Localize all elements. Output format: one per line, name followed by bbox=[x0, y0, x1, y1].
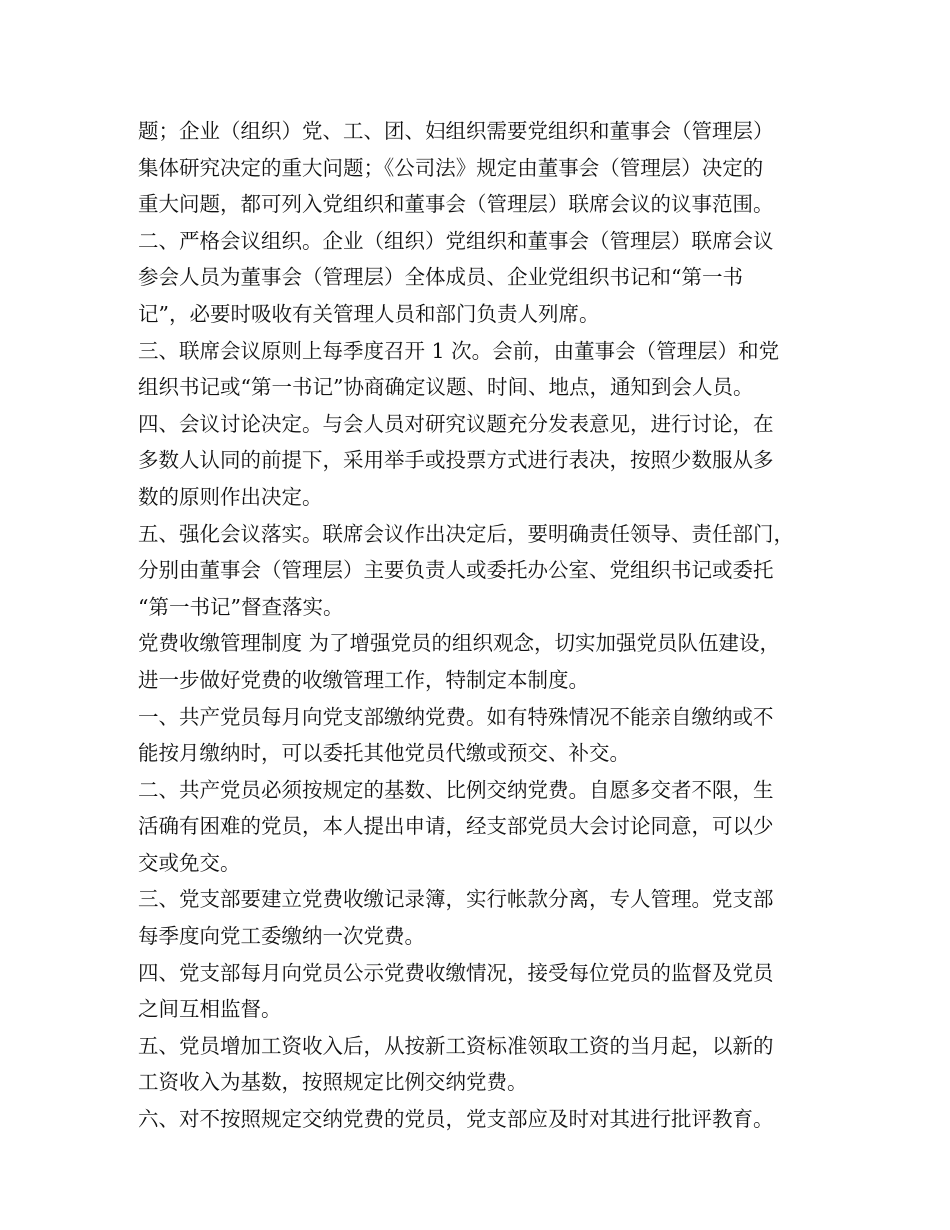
text-line: 记”，必要时吸收有关管理人员和部门负责人列席。 bbox=[138, 301, 600, 326]
text-line: 组织书记或“第一书记”协商确定议题、时间、地点，通知到会人员。 bbox=[138, 375, 754, 400]
text-line: “第一书记”督查落实。 bbox=[138, 594, 344, 619]
text-line: 党费收缴管理制度 为了增强党员的组织观念，切实加强党员队伍建设， bbox=[138, 631, 781, 656]
text-line: 四、会议讨论决定。与会人员对研究议题充分发表意见，进行讨论，在 bbox=[138, 411, 774, 436]
text-line: 能按月缴纳时，可以委托其他党员代缴或预交、补交。 bbox=[138, 741, 630, 766]
text-line: 数的原则作出决定。 bbox=[138, 484, 323, 509]
text-line: 活确有困难的党员，本人提出申请，经支部党员大会讨论同意，可以少 bbox=[138, 814, 774, 839]
text-line: 分别由董事会（管理层）主要负责人或委托办公室、党组织书记或委托 bbox=[138, 558, 774, 583]
text-line: 二、严格会议组织。企业（组织）党组织和董事会（管理层）联席会议 bbox=[138, 228, 774, 253]
text-line: 三、联席会议原则上每季度召开 1 次。会前，由董事会（管理层）和党 bbox=[138, 338, 780, 363]
text-line: 三、党支部要建立党费收缴记录簿，实行帐款分离，专人管理。党支部 bbox=[138, 887, 774, 912]
text-line: 重大问题，都可列入党组织和董事会（管理层）联席会议的议事范围。 bbox=[138, 192, 774, 217]
text-line: 四、党支部每月向党员公示党费收缴情况，接受每位党员的监督及党员 bbox=[138, 960, 774, 985]
text-line: 题；企业（组织）党、工、团、妇组织需要党组织和董事会（管理层） bbox=[138, 119, 774, 143]
text-line: 六、对不按照规定交纳党费的党员，党支部应及时对其进行批评教育。 bbox=[138, 1107, 774, 1132]
document-body bbox=[138, 113, 838, 1138]
text-line: 一、共产党员每月向党支部缴纳党费。如有特殊情况不能亲自缴纳或不 bbox=[138, 704, 774, 729]
text-line: 集体研究决定的重大问题；《公司法》规定由董事会（管理层）决定的 bbox=[138, 155, 764, 180]
text-line: 五、党员增加工资收入后，从按新工资标准领取工资的当月起，以新的 bbox=[138, 1033, 774, 1058]
text-line: 多数人认同的前提下，采用举手或投票方式进行表决，按照少数服从多 bbox=[138, 448, 774, 473]
text-line: 工资收入为基数，按照规定比例交纳党费。 bbox=[138, 1070, 528, 1095]
text-line: 每季度向党工委缴纳一次党费。 bbox=[138, 924, 425, 949]
text-line: 二、共产党员必须按规定的基数、比例交纳党费。自愿多交者不限，生 bbox=[138, 777, 774, 802]
text-line: 五、强化会议落实。联席会议作出决定后，要明确责任领导、责任部门， bbox=[138, 521, 794, 546]
text-line: 进一步做好党费的收缴管理工作，特制定本制度。 bbox=[138, 667, 589, 692]
text-line: 之间互相监督。 bbox=[138, 997, 282, 1022]
text-line: 参会人员为董事会（管理层）全体成员、企业党组织书记和“第一书 bbox=[138, 265, 743, 290]
text-line: 交或免交。 bbox=[138, 850, 241, 875]
